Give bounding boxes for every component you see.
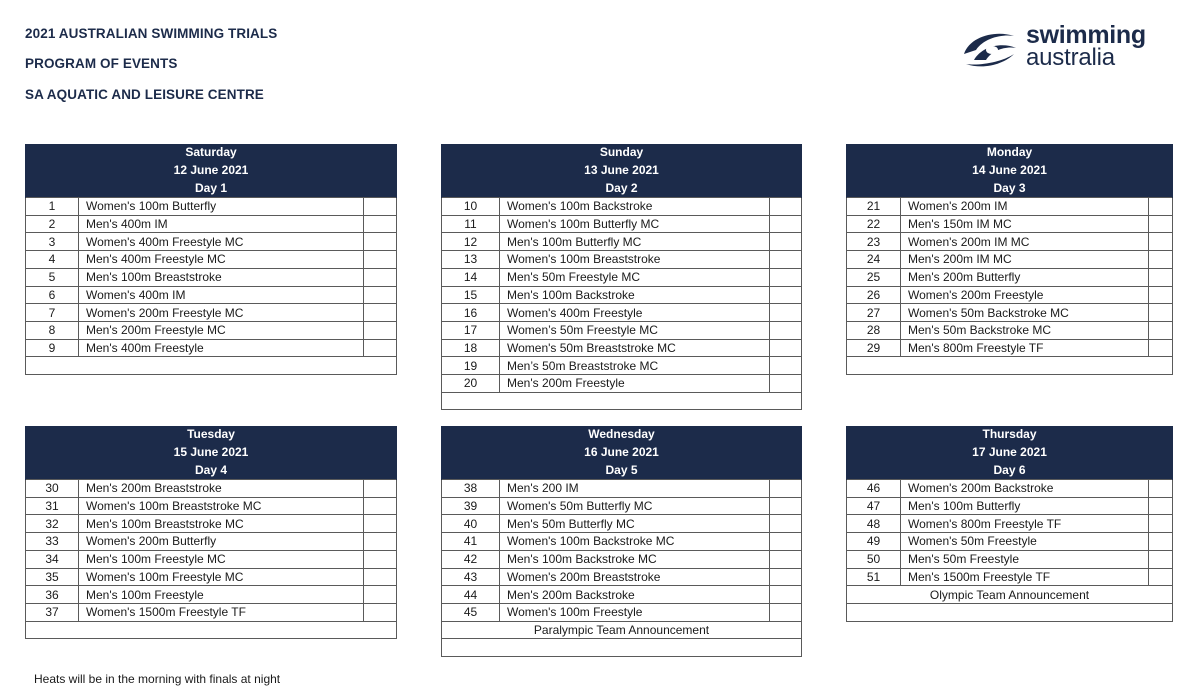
announcement-row <box>847 357 1173 375</box>
day-weekday-header: Saturday <box>26 144 397 162</box>
team-announcement <box>442 392 802 410</box>
event-number: 43 <box>442 568 500 586</box>
event-extra-cell <box>364 215 397 233</box>
event-row <box>442 304 802 322</box>
event-extra-cell <box>770 339 802 357</box>
day-weekday-header: Monday <box>847 144 1173 162</box>
event-name: Women's 100m Breaststroke <box>500 251 770 269</box>
event-extra-cell <box>364 286 397 304</box>
event-number: 14 <box>442 268 500 286</box>
event-row <box>26 339 397 357</box>
event-extra-cell <box>770 586 802 604</box>
day-date-header: 15 June 2021 <box>26 444 397 462</box>
event-extra-cell <box>1149 568 1173 586</box>
event-name: Men's 200m Breaststroke <box>79 480 364 498</box>
event-number: 32 <box>26 515 79 533</box>
event-name: Women's 100m Butterfly MC <box>500 215 770 233</box>
event-number: 47 <box>847 497 901 515</box>
event-row <box>26 515 397 533</box>
event-extra-cell <box>770 550 802 568</box>
event-extra-cell <box>770 233 802 251</box>
day-date-header: 13 June 2021 <box>442 162 802 180</box>
event-row <box>847 568 1173 586</box>
event-row <box>442 497 802 515</box>
event-row <box>442 586 802 604</box>
event-row <box>442 550 802 568</box>
announcement-row <box>847 586 1173 604</box>
event-row <box>26 603 397 621</box>
event-row <box>26 321 397 339</box>
event-number: 36 <box>26 586 79 604</box>
day-weekday-header: Tuesday <box>26 426 397 444</box>
event-name: Women’s 50m Freestyle MC <box>500 321 770 339</box>
event-row <box>442 251 802 269</box>
event-name: Women's 50m Freestyle <box>901 533 1149 551</box>
event-name: Men's 100m Freestyle <box>79 586 364 604</box>
event-name: Men's 1500m Freestyle TF <box>901 568 1149 586</box>
event-extra-cell <box>770 357 802 375</box>
day-number-header: Day 5 <box>442 461 802 479</box>
event-row <box>26 550 397 568</box>
event-name: Women's 800m Freestyle TF <box>901 515 1149 533</box>
event-extra-cell <box>1149 251 1173 269</box>
event-number: 18 <box>442 339 500 357</box>
event-extra-cell <box>364 339 397 357</box>
event-row <box>26 286 397 304</box>
event-number: 48 <box>847 515 901 533</box>
event-name: Women's 100m Breaststroke MC <box>79 497 364 515</box>
event-row <box>442 603 802 621</box>
event-name: Women's 50m Backstroke MC <box>901 304 1149 322</box>
event-row <box>847 286 1173 304</box>
event-name: Men's 100m Backstroke <box>500 286 770 304</box>
event-name: Men's 200m Butterfly <box>901 268 1149 286</box>
event-name: Women's 200m Backstroke <box>901 480 1149 498</box>
event-name: Women's 200m Freestyle MC <box>79 304 364 322</box>
day-date-header: 16 June 2021 <box>442 444 802 462</box>
event-extra-cell <box>1149 533 1173 551</box>
event-row <box>847 304 1173 322</box>
day-number-header: Day 1 <box>26 179 397 197</box>
empty-row <box>442 639 802 657</box>
event-row <box>847 497 1173 515</box>
event-name: Men's 400m Freestyle MC <box>79 251 364 269</box>
event-number: 31 <box>26 497 79 515</box>
event-row <box>442 374 802 392</box>
event-name: Men's 200 IM <box>500 480 770 498</box>
event-extra-cell <box>364 251 397 269</box>
event-row <box>847 339 1173 357</box>
event-extra-cell <box>770 304 802 322</box>
event-number: 16 <box>442 304 500 322</box>
event-number: 11 <box>442 215 500 233</box>
event-number: 15 <box>442 286 500 304</box>
event-name: Men's 100m Backstroke MC <box>500 550 770 568</box>
day-number-header: Day 2 <box>442 179 802 197</box>
event-row <box>442 339 802 357</box>
event-extra-cell <box>1149 480 1173 498</box>
event-extra-cell <box>1149 550 1173 568</box>
event-number: 7 <box>26 304 79 322</box>
event-number: 8 <box>26 321 79 339</box>
event-name: Men's 50m Butterfly MC <box>500 515 770 533</box>
event-row <box>26 215 397 233</box>
event-extra-cell <box>770 374 802 392</box>
team-announcement <box>847 357 1173 375</box>
event-extra-cell <box>770 215 802 233</box>
event-extra-cell <box>770 480 802 498</box>
event-number: 38 <box>442 480 500 498</box>
event-row <box>442 286 802 304</box>
empty-row <box>847 603 1173 621</box>
event-name: Women's 100m Backstroke MC <box>500 533 770 551</box>
event-number: 29 <box>847 339 901 357</box>
day-weekday-header: Thursday <box>847 426 1173 444</box>
event-extra-cell <box>770 268 802 286</box>
event-row <box>847 233 1173 251</box>
event-name: Men’s 50m Breaststroke MC <box>500 357 770 375</box>
event-name: Women's 200m IM MC <box>901 233 1149 251</box>
event-number: 6 <box>26 286 79 304</box>
event-row <box>847 515 1173 533</box>
event-row <box>26 198 397 216</box>
day-weekday-header: Sunday <box>442 144 802 162</box>
event-extra-cell <box>364 304 397 322</box>
empty-cell <box>847 603 1173 621</box>
document-subtitle: PROGRAM OF EVENTS <box>25 56 178 71</box>
event-row <box>26 568 397 586</box>
event-name: Women's 100m Backstroke <box>500 198 770 216</box>
event-name: Men's 400m IM <box>79 215 364 233</box>
event-name: Men's 400m Freestyle <box>79 339 364 357</box>
venue-name: SA AQUATIC AND LEISURE CENTRE <box>25 87 264 102</box>
event-number: 46 <box>847 480 901 498</box>
event-number: 10 <box>442 198 500 216</box>
event-row <box>442 215 802 233</box>
event-row <box>847 251 1173 269</box>
event-row <box>442 268 802 286</box>
event-name: Men's 200m IM MC <box>901 251 1149 269</box>
event-name: Women's 1500m Freestyle TF <box>79 603 364 621</box>
event-row <box>847 480 1173 498</box>
event-row <box>442 480 802 498</box>
event-number: 22 <box>847 215 901 233</box>
event-row <box>442 198 802 216</box>
event-number: 13 <box>442 251 500 269</box>
event-name: Women's 400m IM <box>79 286 364 304</box>
event-extra-cell <box>1149 339 1173 357</box>
event-extra-cell <box>364 533 397 551</box>
day-date-header: 14 June 2021 <box>847 162 1173 180</box>
event-row <box>442 321 802 339</box>
event-name: Men's 50m Freestyle MC <box>500 268 770 286</box>
swirl-logo-icon <box>962 28 1018 68</box>
event-extra-cell <box>364 515 397 533</box>
event-extra-cell <box>1149 286 1173 304</box>
event-number: 41 <box>442 533 500 551</box>
footnote: Heats will be in the morning with finals at night <box>34 672 281 686</box>
event-name: Men's 150m IM MC <box>901 215 1149 233</box>
event-row <box>847 215 1173 233</box>
event-row <box>847 268 1173 286</box>
event-name: Men's 800m Freestyle TF <box>901 339 1149 357</box>
event-row <box>26 533 397 551</box>
event-extra-cell <box>770 251 802 269</box>
event-name: Women's 400m Freestyle <box>500 304 770 322</box>
day-date-header: 12 June 2021 <box>26 162 397 180</box>
event-extra-cell <box>364 497 397 515</box>
event-number: 2 <box>26 215 79 233</box>
event-row <box>442 357 802 375</box>
event-number: 49 <box>847 533 901 551</box>
event-name: Men's 200m Freestyle <box>500 374 770 392</box>
event-extra-cell <box>770 286 802 304</box>
event-extra-cell <box>770 533 802 551</box>
event-number: 39 <box>442 497 500 515</box>
event-number: 30 <box>26 480 79 498</box>
event-extra-cell <box>364 268 397 286</box>
event-extra-cell <box>1149 198 1173 216</box>
event-number: 23 <box>847 233 901 251</box>
event-extra-cell <box>1149 321 1173 339</box>
event-number: 34 <box>26 550 79 568</box>
event-number: 42 <box>442 550 500 568</box>
day-schedule-table <box>441 426 802 657</box>
event-row <box>442 533 802 551</box>
event-row <box>847 533 1173 551</box>
day-number-header: Day 3 <box>847 179 1173 197</box>
event-name: Men's 100m Breaststroke MC <box>79 515 364 533</box>
event-row <box>847 550 1173 568</box>
event-row <box>442 568 802 586</box>
logo-wordmark-swimming: swimming <box>1026 21 1146 49</box>
event-row <box>26 268 397 286</box>
event-extra-cell <box>1149 304 1173 322</box>
day-weekday-header: Wednesday <box>442 426 802 444</box>
event-number: 27 <box>847 304 901 322</box>
event-name: Women's 50m Butterfly MC <box>500 497 770 515</box>
event-number: 40 <box>442 515 500 533</box>
event-row <box>26 233 397 251</box>
event-number: 24 <box>847 251 901 269</box>
event-extra-cell <box>770 198 802 216</box>
event-number: 4 <box>26 251 79 269</box>
event-extra-cell <box>1149 268 1173 286</box>
event-number: 20 <box>442 374 500 392</box>
event-name: Men's 100m Breaststroke <box>79 268 364 286</box>
event-extra-cell <box>364 198 397 216</box>
event-name: Women's 50m Breaststroke MC <box>500 339 770 357</box>
day-number-header: Day 4 <box>26 461 397 479</box>
swimming-australia-logo <box>962 21 1152 74</box>
document-title: 2021 AUSTRALIAN SWIMMING TRIALS <box>25 26 278 41</box>
event-name: Men's 100m Butterfly <box>901 497 1149 515</box>
event-number: 9 <box>26 339 79 357</box>
day-schedule-table <box>846 426 1173 622</box>
event-row <box>26 497 397 515</box>
event-row <box>26 251 397 269</box>
event-number: 26 <box>847 286 901 304</box>
announcement-row <box>26 621 397 639</box>
event-number: 37 <box>26 603 79 621</box>
event-name: Women's 100m Freestyle MC <box>79 568 364 586</box>
event-extra-cell <box>364 233 397 251</box>
event-row <box>442 515 802 533</box>
event-number: 35 <box>26 568 79 586</box>
event-extra-cell <box>364 603 397 621</box>
event-extra-cell <box>364 568 397 586</box>
event-extra-cell <box>1149 515 1173 533</box>
event-extra-cell <box>1149 215 1173 233</box>
event-number: 28 <box>847 321 901 339</box>
day-date-header: 17 June 2021 <box>847 444 1173 462</box>
event-name: Men's 200m Freestyle MC <box>79 321 364 339</box>
event-name: Women's 200m Butterfly <box>79 533 364 551</box>
event-number: 5 <box>26 268 79 286</box>
event-row <box>442 233 802 251</box>
event-number: 3 <box>26 233 79 251</box>
event-name: Men's 200m Backstroke <box>500 586 770 604</box>
event-row <box>847 321 1173 339</box>
day-number-header: Day 6 <box>847 461 1173 479</box>
empty-cell <box>442 639 802 657</box>
event-extra-cell <box>770 603 802 621</box>
event-extra-cell <box>364 586 397 604</box>
event-name: Men's 100m Butterfly MC <box>500 233 770 251</box>
event-number: 51 <box>847 568 901 586</box>
event-number: 1 <box>26 198 79 216</box>
event-extra-cell <box>364 321 397 339</box>
event-number: 19 <box>442 357 500 375</box>
event-number: 45 <box>442 603 500 621</box>
event-row <box>847 198 1173 216</box>
team-announcement <box>26 357 397 375</box>
event-number: 12 <box>442 233 500 251</box>
team-announcement <box>26 621 397 639</box>
event-row <box>26 480 397 498</box>
event-name: Women's 100m Freestyle <box>500 603 770 621</box>
event-extra-cell <box>770 497 802 515</box>
event-extra-cell <box>770 321 802 339</box>
announcement-row <box>26 357 397 375</box>
event-number: 21 <box>847 198 901 216</box>
event-name: Men's 100m Freestyle MC <box>79 550 364 568</box>
event-row <box>26 304 397 322</box>
event-extra-cell <box>770 515 802 533</box>
event-name: Women's 400m Freestyle MC <box>79 233 364 251</box>
event-number: 17 <box>442 321 500 339</box>
day-schedule-table <box>25 144 397 375</box>
event-number: 33 <box>26 533 79 551</box>
event-extra-cell <box>770 568 802 586</box>
logo-wordmark-australia: australia <box>1026 44 1115 71</box>
announcement-row <box>442 621 802 639</box>
event-name: Women's 200m IM <box>901 198 1149 216</box>
team-announcement: Paralympic Team Announcement <box>442 621 802 639</box>
event-number: 44 <box>442 586 500 604</box>
event-name: Women's 200m Freestyle <box>901 286 1149 304</box>
event-number: 50 <box>847 550 901 568</box>
team-announcement: Olympic Team Announcement <box>847 586 1173 604</box>
event-name: Men's 50m Freestyle <box>901 550 1149 568</box>
event-name: Men's 50m Backstroke MC <box>901 321 1149 339</box>
event-row <box>26 586 397 604</box>
event-extra-cell <box>1149 233 1173 251</box>
event-name: Women's 200m Breaststroke <box>500 568 770 586</box>
event-extra-cell <box>364 480 397 498</box>
announcement-row <box>442 392 802 410</box>
day-schedule-table <box>25 426 397 639</box>
event-number: 25 <box>847 268 901 286</box>
day-schedule-table <box>441 144 802 410</box>
event-extra-cell <box>1149 497 1173 515</box>
event-name: Women's 100m Butterfly <box>79 198 364 216</box>
day-schedule-table <box>846 144 1173 375</box>
event-extra-cell <box>364 550 397 568</box>
